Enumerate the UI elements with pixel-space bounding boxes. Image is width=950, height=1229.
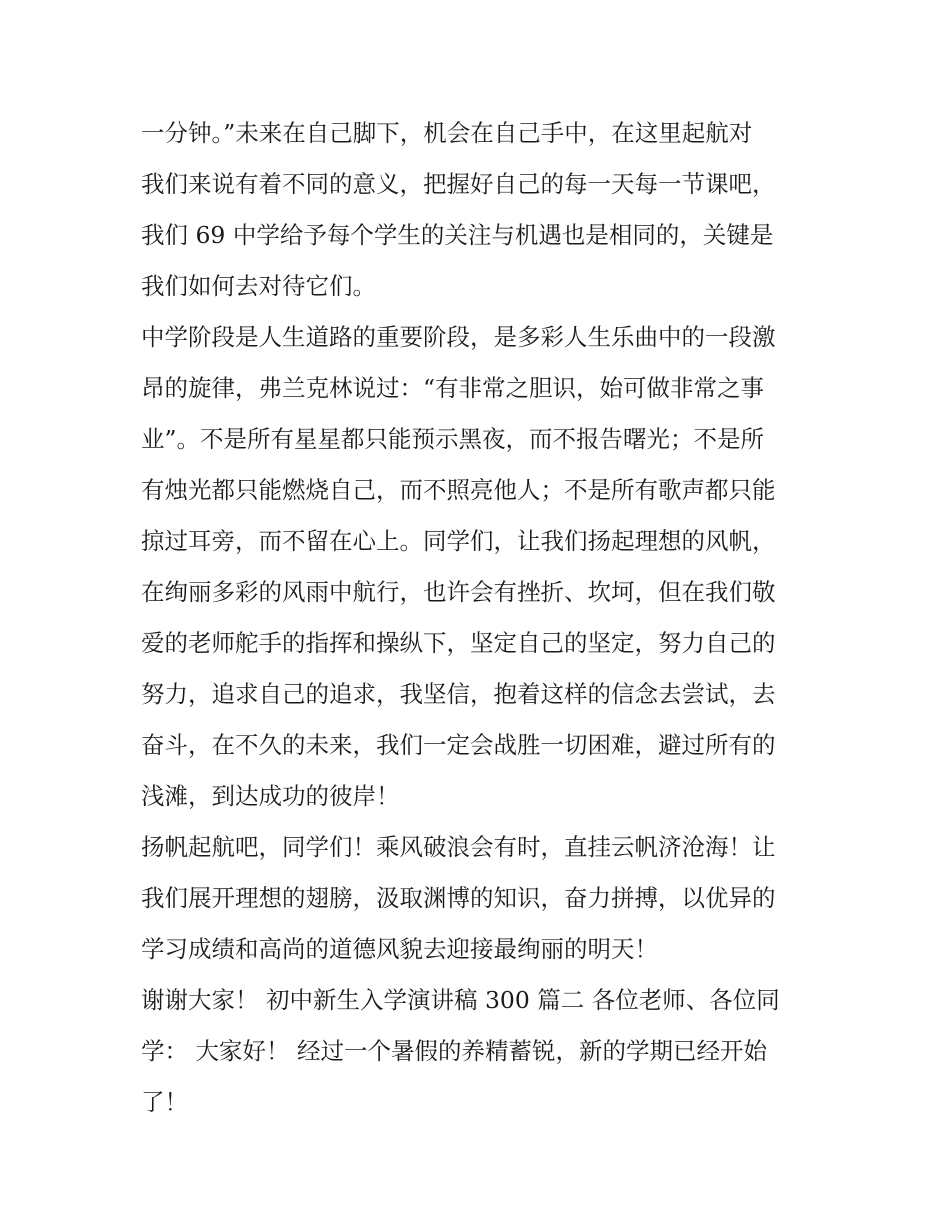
- text-line-3: 我们 69 中学给予每个学生的关注与机遇也是相同的，关键是: [141, 221, 774, 249]
- text-line-1: 一分钟。”未来在自己脚下，机会在自己手中，在这里起航对: [141, 119, 753, 147]
- text-line-14: 浅滩，到达成功的彼岸！: [141, 782, 400, 810]
- text-line-10: 在绚丽多彩的风雨中航行，也许会有挫折、坎坷，但在我们敬: [141, 578, 776, 606]
- text-line-5: 中学阶段是人生道路的重要阶段，是多彩人生乐曲中的一段激: [141, 323, 776, 351]
- text-line-17: 学习成绩和高尚的道德风貌去迎接最绚丽的明天！: [141, 935, 658, 963]
- text-line-4: 我们如何去对待它们。: [141, 272, 376, 300]
- text-line-8: 有烛光都只能燃烧自己，而不照亮他人；不是所有歌声都只能: [141, 476, 776, 504]
- text-line-19: 学： 大家好！ 经过一个暑假的养精蓄锐，新的学期已经开始: [141, 1037, 767, 1065]
- text-line-20: 了！: [141, 1088, 188, 1116]
- text-line-11: 爱的老师舵手的指挥和操纵下，坚定自己的坚定，努力自己的: [141, 629, 776, 657]
- text-line-15: 扬帆起航吧，同学们！乘风破浪会有时，直挂云帆济沧海！让: [141, 833, 776, 861]
- text-line-16: 我们展开理想的翅膀，汲取渊博的知识，奋力拼搏，以优异的: [141, 884, 776, 912]
- text-line-9: 掠过耳旁，而不留在心上。同学们，让我们扬起理想的风帆，: [141, 527, 776, 555]
- text-line-7: 业”。不是所有星星都只能预示黑夜，而不报告曙光；不是所: [141, 425, 765, 453]
- text-line-6: 昂的旋律，弗兰克林说过：“有非常之胆识，始可做非常之事: [141, 374, 765, 402]
- text-line-13: 奋斗，在不久的未来，我们一定会战胜一切困难，避过所有的: [141, 731, 776, 759]
- text-line-12: 努力，追求自己的追求，我坚信，抱着这样的信念去尝试，去: [141, 680, 776, 708]
- speech-text: [141, 108, 821, 1128]
- text-line-18: 谢谢大家！ 初中新生入学演讲稿 300 篇二 各位老师、各位同: [141, 986, 780, 1014]
- text-line-2: 我们来说有着不同的意义，把握好自己的每一天每一节课吧，: [141, 170, 776, 198]
